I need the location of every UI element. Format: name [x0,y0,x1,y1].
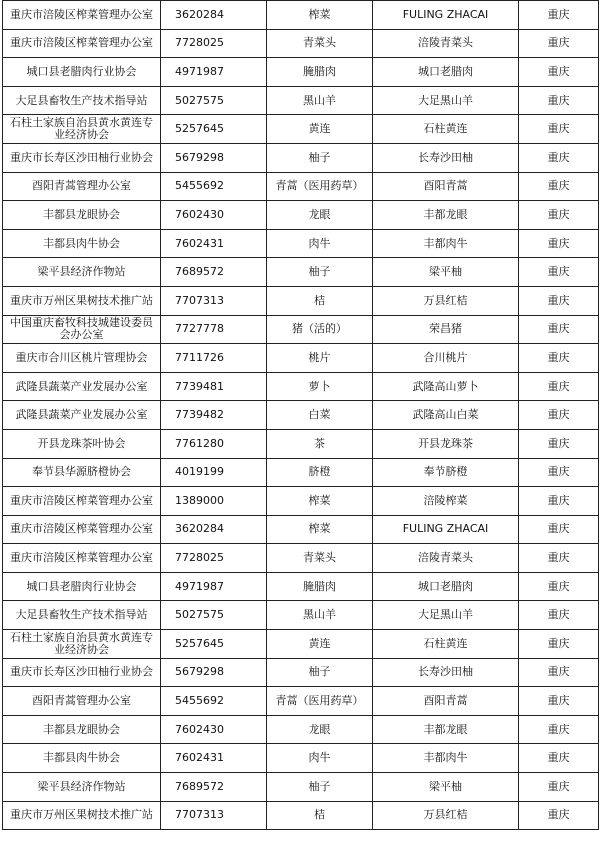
applicant-cell: 丰都县肉牛协会 [3,744,161,773]
product-cell: 萝卜 [267,372,373,401]
mark-name-cell: 万县红桔 [373,801,519,830]
product-cell: 龙眼 [267,201,373,230]
region-cell: 重庆 [519,601,599,630]
applicant-cell: 重庆市长寿区沙田柚行业协会 [3,143,161,172]
applicant-cell: 大足县畜牧生产技术指导站 [3,86,161,115]
table-row [3,229,599,258]
product-cell: 茶 [267,429,373,458]
region-cell: 重庆 [519,315,599,344]
region-cell: 重庆 [519,258,599,287]
table-row [3,201,599,230]
table-row [3,29,599,58]
product-cell: 柚子 [267,258,373,287]
registration-number-cell: 7689572 [161,258,267,287]
table-row [3,344,599,373]
registration-number-cell: 5679298 [161,143,267,172]
product-cell: 脐橙 [267,458,373,487]
table-row [3,630,599,659]
product-cell: 黑山羊 [267,601,373,630]
registration-number-cell: 7727778 [161,315,267,344]
applicant-cell: 奉节县华源脐橙协会 [3,458,161,487]
product-cell: 腌腊肉 [267,58,373,87]
mark-name-cell: 石柱黄连 [373,630,519,659]
applicant-cell: 中国重庆畜牧科技城建设委员会办公室 [3,315,161,344]
mark-name-cell: 合川桃片 [373,344,519,373]
table-row [3,544,599,573]
product-cell: 榨菜 [267,1,373,30]
registration-number-cell: 7728025 [161,544,267,573]
registration-number-cell: 7602430 [161,715,267,744]
product-cell: 青蒿（医用药草） [267,687,373,716]
applicant-cell: 丰都县龙眼协会 [3,715,161,744]
region-cell: 重庆 [519,715,599,744]
product-cell: 龙眼 [267,715,373,744]
table-row [3,658,599,687]
geographical-indication-table [2,0,599,830]
region-cell: 重庆 [519,229,599,258]
registration-number-cell: 4971987 [161,58,267,87]
mark-name-cell: 万县红桔 [373,286,519,315]
product-cell: 青蒿（医用药草） [267,172,373,201]
region-cell: 重庆 [519,773,599,802]
registration-number-cell: 5455692 [161,172,267,201]
region-cell: 重庆 [519,143,599,172]
product-cell: 桃片 [267,344,373,373]
region-cell: 重庆 [519,544,599,573]
registration-number-cell: 7739482 [161,401,267,430]
registration-number-cell: 5257645 [161,630,267,659]
applicant-cell: 城口县老腊肉行业协会 [3,572,161,601]
table-row [3,744,599,773]
applicant-cell: 酉阳青蒿管理办公室 [3,172,161,201]
product-cell: 青菜头 [267,29,373,58]
registration-number-cell: 7689572 [161,773,267,802]
region-cell: 重庆 [519,630,599,659]
mark-name-cell: 丰都龙眼 [373,201,519,230]
product-cell: 榨菜 [267,487,373,516]
mark-name-cell: 涪陵青菜头 [373,544,519,573]
table-row [3,1,599,30]
registration-number-cell: 4971987 [161,572,267,601]
table-row [3,86,599,115]
applicant-cell: 石柱土家族自治县黄水黄连专业经济协会 [3,630,161,659]
table-row [3,143,599,172]
region-cell: 重庆 [519,687,599,716]
product-cell: 柚子 [267,143,373,172]
registration-number-cell: 7761280 [161,429,267,458]
applicant-cell: 重庆市涪陵区榨菜管理办公室 [3,1,161,30]
product-cell: 肉牛 [267,744,373,773]
mark-name-cell: 丰都肉牛 [373,744,519,773]
mark-name-cell: 开县龙珠茶 [373,429,519,458]
registration-number-cell: 5679298 [161,658,267,687]
table-row [3,773,599,802]
table-row [3,401,599,430]
applicant-cell: 梁平县经济作物站 [3,773,161,802]
table-row [3,601,599,630]
region-cell: 重庆 [519,487,599,516]
table-row [3,687,599,716]
mark-name-cell: 长寿沙田柚 [373,143,519,172]
region-cell: 重庆 [519,58,599,87]
table-row [3,172,599,201]
region-cell: 重庆 [519,744,599,773]
applicant-cell: 石柱土家族自治县黄水黄连专业经济协会 [3,115,161,144]
applicant-cell: 重庆市涪陵区榨菜管理办公室 [3,544,161,573]
mark-name-cell: 丰都龙眼 [373,715,519,744]
table-row [3,286,599,315]
applicant-cell: 酉阳青蒿管理办公室 [3,687,161,716]
registration-number-cell: 7728025 [161,29,267,58]
mark-name-cell: 奉节脐橙 [373,458,519,487]
mark-name-cell: 涪陵青菜头 [373,29,519,58]
mark-name-cell: 大足黑山羊 [373,86,519,115]
region-cell: 重庆 [519,458,599,487]
region-cell: 重庆 [519,286,599,315]
product-cell: 肉牛 [267,229,373,258]
region-cell: 重庆 [519,86,599,115]
table-row [3,58,599,87]
registration-number-cell: 5257645 [161,115,267,144]
table-row [3,115,599,144]
table-row [3,372,599,401]
applicant-cell: 开县龙珠茶叶协会 [3,429,161,458]
mark-name-cell: 梁平柚 [373,258,519,287]
region-cell: 重庆 [519,172,599,201]
applicant-cell: 重庆市涪陵区榨菜管理办公室 [3,515,161,544]
applicant-cell: 重庆市合川区桃片管理协会 [3,344,161,373]
registration-number-cell: 4019199 [161,458,267,487]
product-cell: 黄连 [267,630,373,659]
mark-name-cell: 丰都肉牛 [373,229,519,258]
applicant-cell: 重庆市万州区果树技术推广站 [3,286,161,315]
mark-name-cell: 武隆高山萝卜 [373,372,519,401]
region-cell: 重庆 [519,429,599,458]
registration-number-cell: 1389000 [161,487,267,516]
table-row [3,458,599,487]
product-cell: 榨菜 [267,515,373,544]
applicant-cell: 武隆县蔬菜产业发展办公室 [3,401,161,430]
applicant-cell: 城口县老腊肉行业协会 [3,58,161,87]
product-cell: 黑山羊 [267,86,373,115]
mark-name-cell: 长寿沙田柚 [373,658,519,687]
registration-number-cell: 7711726 [161,344,267,373]
mark-name-cell: FULING ZHACAI [373,515,519,544]
applicant-cell: 重庆市长寿区沙田柚行业协会 [3,658,161,687]
product-cell: 青菜头 [267,544,373,573]
region-cell: 重庆 [519,515,599,544]
registration-number-cell: 7602431 [161,229,267,258]
registration-number-cell: 7707313 [161,801,267,830]
registration-number-cell: 3620284 [161,1,267,30]
table-row [3,487,599,516]
table-row [3,315,599,344]
product-cell: 猪（活的） [267,315,373,344]
mark-name-cell: 石柱黄连 [373,115,519,144]
mark-name-cell: 武隆高山白菜 [373,401,519,430]
applicant-cell: 丰都县肉牛协会 [3,229,161,258]
applicant-cell: 重庆市涪陵区榨菜管理办公室 [3,29,161,58]
region-cell: 重庆 [519,115,599,144]
mark-name-cell: 涪陵榨菜 [373,487,519,516]
registration-number-cell: 7739481 [161,372,267,401]
registration-number-cell: 7707313 [161,286,267,315]
table-row [3,429,599,458]
region-cell: 重庆 [519,572,599,601]
applicant-cell: 大足县畜牧生产技术指导站 [3,601,161,630]
mark-name-cell: FULING ZHACAI [373,1,519,30]
registration-number-cell: 5455692 [161,687,267,716]
registration-number-cell: 7602431 [161,744,267,773]
registration-number-cell: 7602430 [161,201,267,230]
mark-name-cell: 梁平柚 [373,773,519,802]
mark-name-cell: 城口老腊肉 [373,58,519,87]
product-cell: 腌腊肉 [267,572,373,601]
table-row [3,258,599,287]
region-cell: 重庆 [519,401,599,430]
region-cell: 重庆 [519,344,599,373]
product-cell: 黄连 [267,115,373,144]
mark-name-cell: 酉阳青蒿 [373,687,519,716]
region-cell: 重庆 [519,1,599,30]
mark-name-cell: 荣昌猪 [373,315,519,344]
product-cell: 柚子 [267,658,373,687]
region-cell: 重庆 [519,29,599,58]
region-cell: 重庆 [519,201,599,230]
region-cell: 重庆 [519,801,599,830]
product-cell: 桔 [267,286,373,315]
product-cell: 桔 [267,801,373,830]
table-row [3,715,599,744]
table-row [3,801,599,830]
registration-number-cell: 5027575 [161,86,267,115]
table-row [3,572,599,601]
applicant-cell: 重庆市万州区果树技术推广站 [3,801,161,830]
mark-name-cell: 大足黑山羊 [373,601,519,630]
table-body [3,1,599,830]
product-cell: 柚子 [267,773,373,802]
applicant-cell: 重庆市涪陵区榨菜管理办公室 [3,487,161,516]
applicant-cell: 武隆县蔬菜产业发展办公室 [3,372,161,401]
mark-name-cell: 城口老腊肉 [373,572,519,601]
region-cell: 重庆 [519,372,599,401]
applicant-cell: 梁平县经济作物站 [3,258,161,287]
registration-number-cell: 3620284 [161,515,267,544]
mark-name-cell: 酉阳青蒿 [373,172,519,201]
product-cell: 白菜 [267,401,373,430]
table-row [3,515,599,544]
applicant-cell: 丰都县龙眼协会 [3,201,161,230]
region-cell: 重庆 [519,658,599,687]
registration-number-cell: 5027575 [161,601,267,630]
